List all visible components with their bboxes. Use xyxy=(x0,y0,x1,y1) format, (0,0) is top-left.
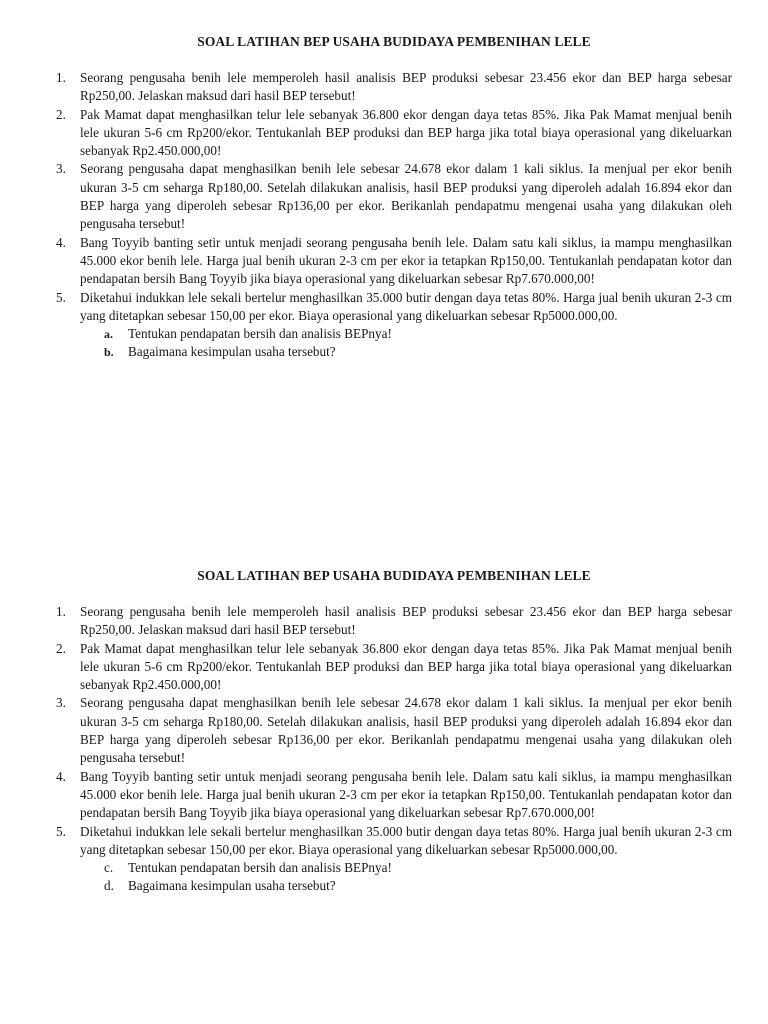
question-number: 3. xyxy=(56,695,66,711)
question-text: Diketahui indukkan lele sekali bertelur menghasilkan 35.000 butir dengan daya tetas 80%. Harga jual benih ukuran 2-3 cm yang ditetapkan sebesar 150,00 per ekor. Biaya operasional yang dikeluarkan sebesar Rp5000.000,00. xyxy=(80,823,732,857)
page-title: SOAL LATIHAN BEP USAHA BUDIDAYA PEMBENIHAN LELE xyxy=(197,34,591,49)
sub-question-label: d. xyxy=(104,878,114,894)
sub-question-text: Bagaimana kesimpulan usaha tersebut? xyxy=(128,878,336,894)
question-number: 4. xyxy=(56,768,66,784)
sub-question-b xyxy=(80,343,732,361)
question-text: Bang Toyyib banting setir untuk menjadi seorang pengusaha benih lele. Dalam satu kali siklus, ia mampu menghasilkan 45.000 ekor benih lele. Harga jual benih ukuran 2-3 cm per ekor ia tetapkan Rp150,00. Tentukanlah pendapatan kotor dan pendapatan bersih Bang Toyyib jika biaya operasional yang dikeluarkan sebesar Rp7.670.000,00! xyxy=(80,234,732,287)
question-item-4 xyxy=(56,768,732,823)
sub-question-c xyxy=(80,859,732,877)
sub-question-list xyxy=(80,325,732,362)
question-text: Seorang pengusaha benih lele memperoleh hasil analisis BEP produksi sebesar 23.456 ekor dan BEP harga sebesar Rp250,00. Jelaskan maksud dari hasil BEP tersebut! xyxy=(80,70,732,104)
question-text: Seorang pengusaha benih lele memperoleh hasil analisis BEP produksi sebesar 23.456 ekor dan BEP harga sebesar Rp250,00. Jelaskan maksud dari hasil BEP tersebut! xyxy=(80,604,732,638)
question-list xyxy=(56,603,732,896)
question-item-3 xyxy=(56,694,732,767)
question-text: Diketahui indukkan lele sekali bertelur menghasilkan 35.000 butir dengan daya tetas 80%. Harga jual benih ukuran 2-3 cm yang ditetapkan sebesar 150,00 per ekor. Biaya operasional yang dikeluarkan sebesar Rp5000.000,00. xyxy=(80,289,732,323)
sub-question-list xyxy=(80,859,732,896)
question-text: Bang Toyyib banting setir untuk menjadi seorang pengusaha benih lele. Dalam satu kali siklus, ia mampu menghasilkan 45.000 ekor benih lele. Harga jual benih ukuran 2-3 cm per ekor ia tetapkan Rp150,00. Tentukanlah pendapatan kotor dan pendapatan bersih Bang Toyyib jika biaya operasional yang dikeluarkan sebesar Rp7.670.000,00! xyxy=(80,768,732,821)
question-item-4 xyxy=(56,234,732,289)
question-item-2 xyxy=(56,106,732,161)
sub-question-label: b. xyxy=(104,345,114,360)
question-number: 1. xyxy=(56,604,66,619)
question-text: Seorang pengusaha dapat menghasilkan benih lele sebesar 24.678 ekor dalam 1 kali siklus. Ia menjual per ekor benih ukuran 3-5 cm seharga Rp180,00. Setelah dilakukan analisis, hasil BEP produksi yang diperoleh adalah 16.894 ekor dan BEP harga yang diperoleh sebesar Rp136,00 per ekor. Berikanlah pendapatmu mengenai usaha yang dilakukan oleh pengusaha tersebut! xyxy=(80,695,732,766)
sub-question-text: Tentukan pendapatan bersih dan analisis BEPnya! xyxy=(128,326,392,342)
question-number: 5. xyxy=(56,823,66,839)
sub-question-label: a. xyxy=(104,327,113,342)
question-item-1 xyxy=(56,69,732,106)
worksheet-section-1 xyxy=(56,34,732,362)
question-text: Seorang pengusaha dapat menghasilkan benih lele sebesar 24.678 ekor dalam 1 kali siklus. Ia menjual per ekor benih ukuran 3-5 cm seharga Rp180,00. Setelah dilakukan analisis, hasil BEP produksi yang diperoleh adalah 16.894 ekor dan BEP harga yang diperoleh sebesar Rp136,00 per ekor. Berikanlah pendapatmu mengenai usaha yang dilakukan oleh pengusaha tersebut! xyxy=(80,161,732,232)
question-number: 2. xyxy=(56,640,66,656)
question-item-2 xyxy=(56,640,732,695)
question-item-3 xyxy=(56,160,732,233)
worksheet-section-2 xyxy=(56,568,732,896)
question-number: 2. xyxy=(56,106,66,122)
question-text: Pak Mamat dapat menghasilkan telur lele sebanyak 36.800 ekor dengan daya tetas 85%. Jika Pak Mamat menjual benih lele ukuran 5-6 cm Rp200/ekor. Tentukanlah BEP produksi dan BEP harga jika total biaya operasional yang dikeluarkan sebanyak Rp2.450.000,00! xyxy=(80,640,732,693)
sub-question-text: Tentukan pendapatan bersih dan analisis BEPnya! xyxy=(128,860,392,876)
question-list xyxy=(56,69,732,362)
page-title: SOAL LATIHAN BEP USAHA BUDIDAYA PEMBENIHAN LELE xyxy=(197,568,591,583)
sub-question-a xyxy=(80,325,732,343)
question-text: Pak Mamat dapat menghasilkan telur lele sebanyak 36.800 ekor dengan daya tetas 85%. Jika Pak Mamat menjual benih lele ukuran 5-6 cm Rp200/ekor. Tentukanlah BEP produksi dan BEP harga jika total biaya operasional yang dikeluarkan sebanyak Rp2.450.000,00! xyxy=(80,106,732,159)
question-item-5 xyxy=(56,289,732,362)
question-number: 3. xyxy=(56,161,66,177)
question-item-5 xyxy=(56,823,732,896)
question-number: 5. xyxy=(56,289,66,305)
sub-question-label: c. xyxy=(104,860,114,876)
question-number: 4. xyxy=(56,234,66,250)
sub-question-d xyxy=(80,877,732,895)
question-item-1 xyxy=(56,603,732,640)
sub-question-text: Bagaimana kesimpulan usaha tersebut? xyxy=(128,344,336,360)
question-number: 1. xyxy=(56,70,66,85)
